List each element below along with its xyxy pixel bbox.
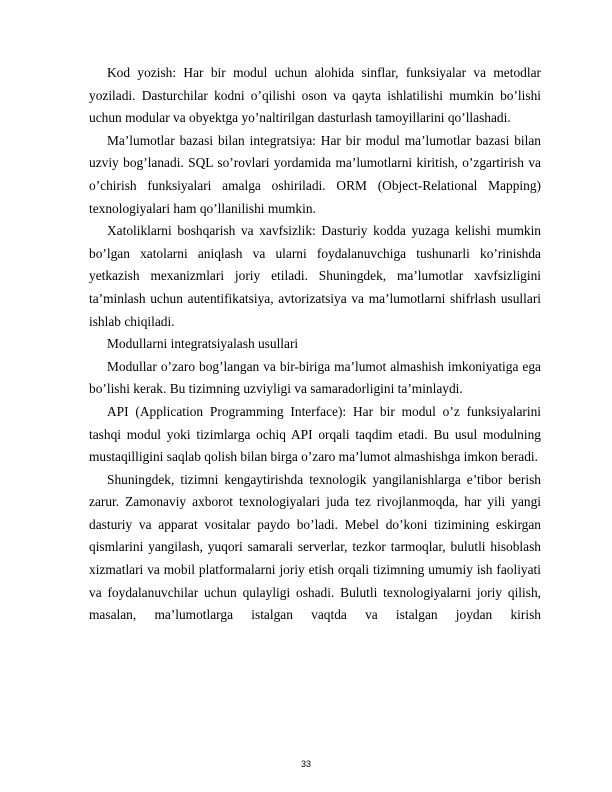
paragraph-modules-linked: Modullar o’zaro bog’langan va bir-biriga ma’lumot almashish imkoniyatiga ega bo’lishi kerak. Bu tizimning uzviyligi va samaradorligini ta’minlaydi. — [89, 358, 541, 397]
section-heading-module-integration: Modullarni integratsiyalash usullari — [107, 336, 299, 352]
paragraph-kod-yozish: Kod yozish: Har bir modul uchun alohida sinflar, funksiyalar va metodlar yoziladi. Dasturchilar kodni o’qilishi oson va qayta ishlatilishi mumkin bo’lishi uchun modular va obyektga yo’naltirilgan dasturlash tamoyillarini qo’llashadi. — [89, 65, 541, 126]
paragraph-tech-updates: Shuningdek, tizimni kengaytirishda texnologik yangilanishlarga e’tibor berish zarur. Zamonaviy axborot texnologiyalari juda tez rivojlanmoqda, har yili yangi dasturiy va apparat vositalar paydo bo’ladi. Mebel do’koni tizimining eskirgan qismlarini yangilash, yuqori samarali serverlar, tezkor tarmoqlar, bulutli hisoblash xizmatlari va mobil platformalarni joriy etish orqali tizimning umumiy ish faoliyati va foydalanuvchilar uchun qulayligi oshadi. Bulutli texnologiyalarni joriy qilish, masalan, ma’lumotlarga istalgan vaqtda va istalgan joydan kirish — [89, 471, 541, 623]
paragraph-error-handling-security: Xatoliklarni boshqarish va xavfsizlik: Dasturiy kodda yuzaga kelishi mumkin bo’lgan xatolarni aniqlash va ularni foydalanuvchiga tushunarli ko’rinishda yetkazish mexanizmlari joriy etiladi. Shuningdek, ma’lumotlar xavfsizligini ta’minlash uchun autentifikatsiya, avtorizatsiya va ma’lumotlarni shifrlash usullari ishlab chiqiladi. — [89, 223, 541, 329]
paragraph-database-integration: Ma’lumotlar bazasi bilan integratsiya: Har bir modul ma’lumotlar bazasi bilan uzviy bog’lanadi. SQL so’rovlari yordamida ma’lumotlarni kiritish, o’zgartirish va o’chirish funksiyalari amalga oshiriladi. ORM (Object-Relational Mapping) texnologiyalari ham qo’llanilishi mumkin. — [89, 132, 541, 216]
paragraph-api: API (Application Programming Interface): Har bir modul o’z funksiyalarini tashqi modul yoki tizimlarga ochiq API orqali taqdim etadi. Bu usul modulning mustaqilligini saqlab qolish bilan birga o’zaro ma’lumot almashishga imkon beradi. — [89, 403, 541, 465]
document-page — [89, 62, 541, 627]
page-number: 33 — [300, 759, 311, 769]
